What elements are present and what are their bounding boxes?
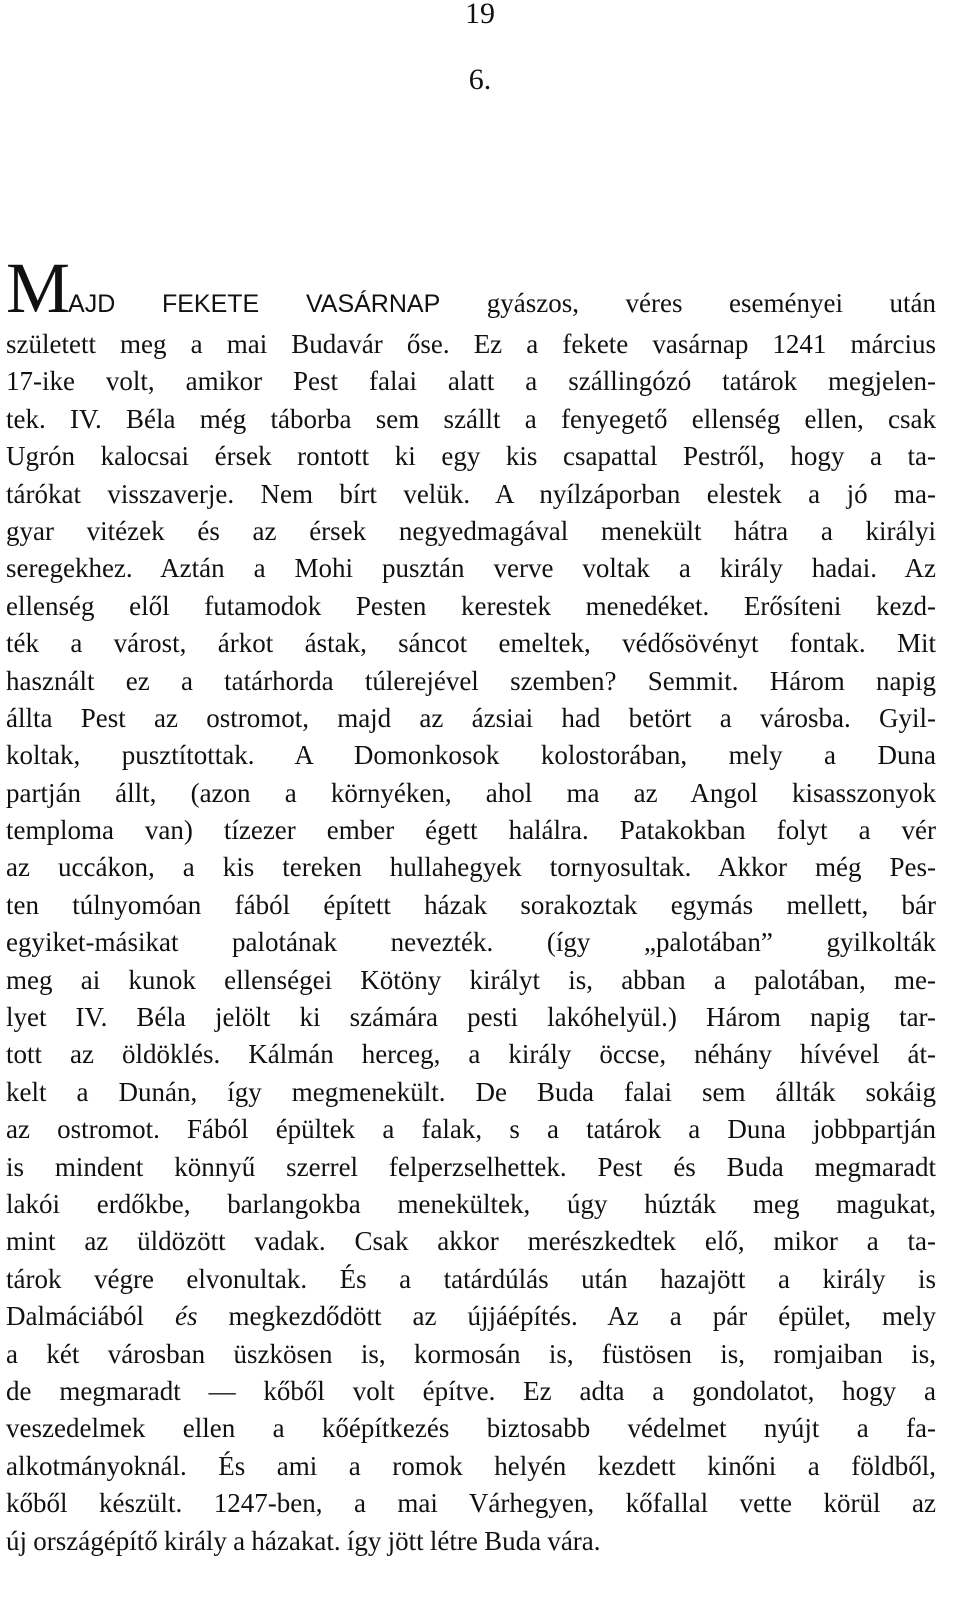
text-line: ten túlnyomóan fából épített házak sorakoztak egymás mellett, bár [6,889,936,920]
text-line: koltak, pusztítottak. A Domonkosok kolostorában, mely a Duna [6,740,936,771]
opening-line-text: gyászos, véres eseményei után [486,288,936,318]
text-line: tott az öldöklés. Kálmán herceg, a király öccse, néhány hívével át- [6,1039,936,1070]
page-number: 19 [465,0,495,30]
text-line: lyet IV. Béla jelölt ki számára pesti lakóhelyül.) Három napig tar- [6,1002,936,1033]
chapter-number: 6. [468,63,492,96]
text-line: ték a várost, árkot ástak, sáncot emeltek, védősövényt fontak. Mit [6,628,936,659]
text-line: meg ai kunok ellenségei Kötöny királyt is, abban a palotában, me- [6,964,936,995]
text-line: tárok végre elvonultak. És a tatárdúlás után hazajött a király is [6,1263,936,1294]
text-line: született meg a mai Budavár őse. Ez a fekete vasárnap 1241 március [6,329,936,359]
smallcaps-heading: AJD FEKETE VASÁRNAP [68,290,441,318]
last-text-line: új országépítő király a házakat. így jött létre Buda vára. [6,1525,601,1556]
opening-line [6,250,936,326]
text-line: seregekhez. Aztán a Mohi pusztán verve voltak a király hadai. Az [6,553,936,584]
italic-line-after: megkezdődött az újjáépítés. Az a pár épület, mely [228,1301,936,1332]
text-line: is mindent könnyű szerrel felperzselhettek. Pest és Buda megmaradt [6,1151,936,1182]
text-line: veszedelmek ellen a kőépítkezés biztosabb védelmet nyújt a fa- [6,1413,936,1444]
drop-cap: M [6,248,69,328]
text-line: partján állt, (azon a környéken, ahol ma az Angol kisasszonyok [6,777,936,808]
text-line: tek. IV. Béla még táborba sem szállt a fenyegető ellenség ellen, csak [6,403,936,434]
text-line: ellenség elől futamodok Pesten kerestek menedéket. Erősíteni kezd- [6,590,936,621]
text-line: temploma van) tízezer ember égett halálra. Patakokban folyt a vér [6,815,936,846]
text-line: egyiket-másikat palotának nevezték. (így „palotában” gyilkolták [6,927,936,958]
text-line: tárókat visszaverje. Nem bírt velük. A nyílzáporban elestek a jó ma- [6,478,936,509]
text-line: alkotmányoknál. És ami a romok helyén kezdett kinőni a földből, [6,1450,936,1481]
text-line: az ostromot. Fából épültek a falak, s a tatárok a Duna jobbpartján [6,1114,936,1145]
text-line: 17-ike volt, amikor Pest falai alatt a szállingózó tatárok megjelen- [6,366,936,397]
text-line: lakói erdőkbe, barlangokba menekültek, úgy húzták meg magukat, [6,1188,936,1219]
text-line: Ugrón kalocsai érsek rontott ki egy kis csapattal Pestről, hogy a ta- [6,441,936,472]
italic-line-before: Dalmáciából [6,1301,144,1332]
text-line: a két városban üszkösen is, kormosán is, füstösen is, romjaiban is, [6,1338,936,1369]
text-line: de megmaradt — kőből volt építve. Ez adta a gondolatot, hogy a [6,1375,936,1406]
text-line: állta Pest az ostromot, majd az ázsiai had betört a városba. Gyil- [6,702,936,733]
text-line: kelt a Dunán, így megmenekült. De Buda falai sem állták sokáig [6,1076,936,1107]
text-line: mint az üldözött vadak. Csak akkor merészkedtek elő, mikor a ta- [6,1226,936,1257]
text-line: kőből készült. 1247-ben, a mai Várhegyen, kőfallal vette körül az [6,1488,936,1519]
text-line: az uccákon, a kis tereken hullahegyek tornyosultak. Akkor még Pes- [6,852,936,883]
italic-word: és [174,1301,198,1332]
text-line: használt ez a tatárhorda túlerejével szemben? Semmit. Három napig [6,665,936,696]
text-line-with-italic [6,1298,936,1335]
body-text [6,250,936,1560]
text-line: gyar vitézek és az érsek negyedmagával menekült hátra a királyi [6,515,936,546]
